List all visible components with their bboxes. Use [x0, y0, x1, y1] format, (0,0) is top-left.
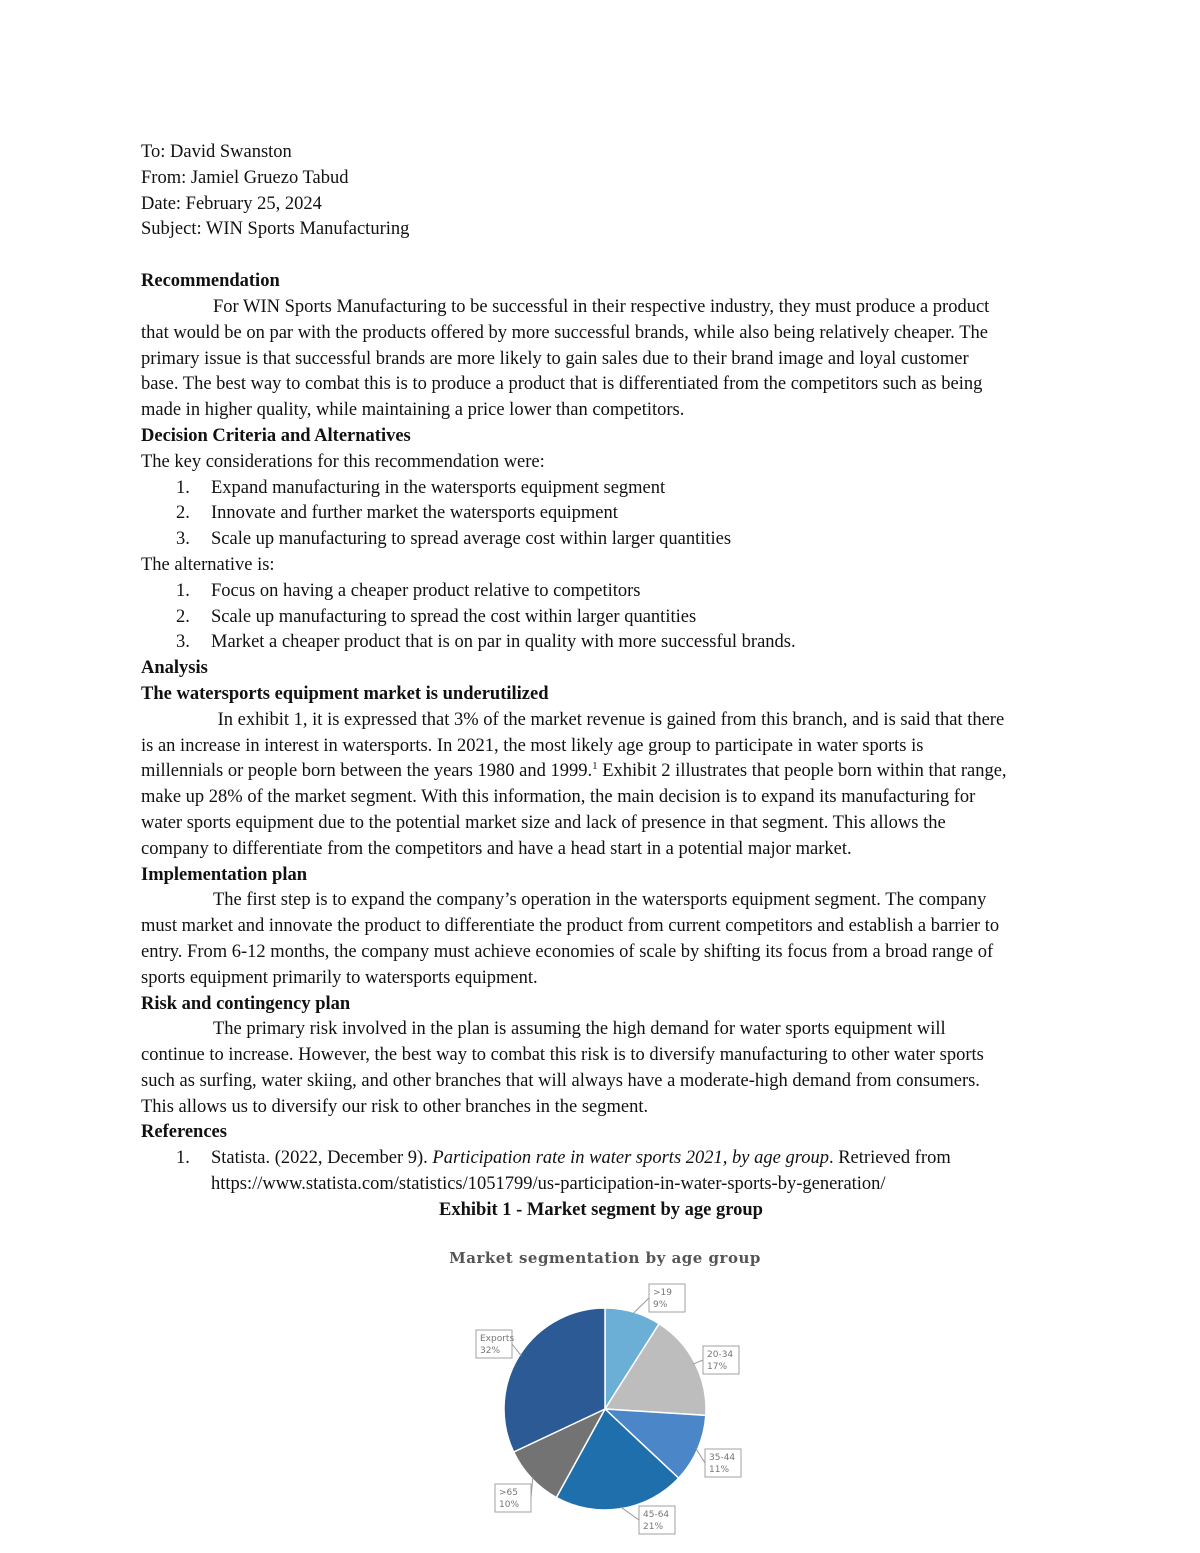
implementation-line: The first step is to expand the company’s operation in the watersports equipment segment. The company	[213, 890, 987, 911]
analysis-line: make up 28% of the market segment. With this information, the main decision is to expand its manufacturing for	[141, 787, 976, 808]
recommendation-line: primary issue is that successful brands are more likely to gain sales due to their brand image and loyal customer	[141, 348, 969, 369]
analysis-paragraph	[141, 708, 1061, 863]
analysis-subheading: The watersports equipment market is underutilized	[141, 683, 549, 704]
slice-percent-label: 11%	[709, 1465, 730, 1475]
list-item	[141, 476, 1061, 502]
chart-title: Market segmentation by age group	[449, 1249, 761, 1267]
list-item	[141, 527, 1061, 553]
list-item	[141, 501, 1061, 527]
list-text: Market a cheaper product that is on par in quality with more successful brands.	[211, 632, 796, 653]
considerations-list	[141, 476, 1061, 553]
slice-label: Exports	[480, 1334, 515, 1344]
list-text: Scale up manufacturing to spread average cost within larger quantities	[211, 529, 732, 550]
slice-label: >65	[499, 1488, 518, 1498]
reference-suffix: . Retrieved from	[828, 1148, 951, 1169]
memo-to: To: David Swanston	[141, 142, 292, 162]
analysis-line: water sports equipment due to the potential market size and lack of presence in that segment. This allows the	[141, 812, 946, 833]
memo-from: From: Jamiel Gruezo Tabud	[141, 167, 349, 188]
reference-source: Statista. (2022, December 9).	[211, 1148, 433, 1169]
footnote-marker[interactable]: 1	[592, 760, 598, 773]
slice-percent-label: 10%	[499, 1500, 520, 1510]
slice-percent-label: 17%	[707, 1362, 728, 1372]
list-text: Innovate and further market the watersports equipment	[211, 503, 618, 524]
recommendation-line: For WIN Sports Manufacturing to be successful in their respective industry, they must produce a product	[213, 296, 990, 317]
list-item	[141, 579, 1061, 605]
leader-line	[696, 1448, 705, 1463]
analysis-line	[141, 759, 1061, 785]
decision-intro: The key considerations for this recommendation were:	[141, 451, 545, 472]
exhibit-caption: Exhibit 1 - Market segment by age group	[439, 1199, 763, 1220]
implementation-line: must market and innovate the product to differentiate the product from current competitors and establish a barrier to	[141, 916, 1000, 937]
implementation-paragraph	[141, 888, 1061, 991]
list-item	[141, 605, 1061, 631]
analysis-line: company to differentiate from the competitors and have a head start in a potential major market.	[141, 838, 852, 859]
slice-percent-label: 21%	[643, 1522, 664, 1532]
leader-line	[512, 1344, 521, 1356]
list-number: 3.	[176, 632, 190, 653]
risk-paragraph	[141, 1017, 1061, 1120]
list-number: 2.	[176, 606, 190, 627]
pie-chart	[441, 1236, 771, 1546]
recommendation-line: that would be on par with the products offered by more successful brands, while also being relatively cheaper. The	[141, 322, 988, 343]
slice-label: 45-64	[643, 1510, 670, 1520]
references-heading: References	[141, 1122, 227, 1143]
list-number: 1.	[176, 477, 190, 498]
implementation-line: sports equipment primarily to watersports equipment.	[141, 967, 538, 988]
risk-line: The primary risk involved in the plan is assuming the high demand for water sports equipment will	[213, 1019, 946, 1040]
alternatives-list	[141, 579, 1061, 656]
recommendation-line: made in higher quality, while maintaining a price lower than competitors.	[141, 400, 685, 421]
list-number: 3.	[176, 529, 190, 550]
recommendation-line: base. The best way to combat this is to produce a product that is differentiated from the competitors such as being	[141, 374, 983, 395]
alternative-intro: The alternative is:	[141, 554, 275, 575]
reference-number: 1.	[176, 1148, 190, 1169]
implementation-line: entry. From 6-12 months, the company must achieve economies of scale by shifting its focus from a broad range of	[141, 941, 994, 962]
list-text: Focus on having a cheaper product relative to competitors	[211, 580, 641, 601]
list-text: Scale up manufacturing to spread the cost within larger quantities	[211, 606, 697, 627]
reference-title: Participation rate in water sports 2021, by age group	[432, 1148, 829, 1169]
analysis-text: millennials or people born between the years 1980 and 1999.	[141, 761, 593, 782]
slice-percent-label: 32%	[480, 1346, 501, 1356]
risk-line: such as surfing, water skiing, and other branches that will always have a moderate-high demand from consumers.	[141, 1070, 980, 1091]
analysis-line: is an increase in interest in watersports. In 2021, the most likely age group to participate in water sports is	[141, 735, 924, 756]
analysis-line: In exhibit 1, it is expressed that 3% of the market revenue is gained from this branch, and is said that there	[213, 709, 1005, 730]
decision-heading: Decision Criteria and Alternatives	[141, 425, 411, 446]
reference-url[interactable]: https://www.statista.com/statistics/1051799/us-participation-in-water-sports-by-generation/	[211, 1174, 886, 1195]
list-number: 1.	[176, 580, 190, 601]
reference-item	[141, 1146, 1061, 1198]
analysis-text: Exhibit 2 illustrates that people born within that range,	[597, 761, 1007, 782]
list-number: 2.	[176, 503, 190, 524]
slice-label: >19	[653, 1288, 672, 1298]
risk-line: continue to increase. However, the best way to combat this risk is to diversify manufacturing to other water sports	[141, 1045, 984, 1066]
memo-page	[141, 140, 1061, 1224]
leader-line	[620, 1507, 639, 1520]
slice-percent-label: 9%	[653, 1300, 668, 1310]
recommendation-paragraph	[141, 295, 1061, 424]
recommendation-heading: Recommendation	[141, 271, 280, 292]
implementation-heading: Implementation plan	[141, 864, 308, 885]
risk-heading: Risk and contingency plan	[141, 993, 351, 1014]
memo-subject: Subject: WIN Sports Manufacturing	[141, 219, 410, 240]
list-item	[141, 630, 1061, 656]
memo-date: Date: February 25, 2024	[141, 193, 322, 214]
slice-label: 35-44	[709, 1453, 736, 1463]
leader-line	[633, 1298, 649, 1314]
analysis-heading: Analysis	[141, 658, 208, 679]
list-text: Expand manufacturing in the watersports equipment segment	[211, 477, 666, 498]
slice-label: 20-34	[707, 1350, 734, 1360]
risk-line: This allows us to diversify our risk to other branches in the segment.	[141, 1096, 649, 1117]
